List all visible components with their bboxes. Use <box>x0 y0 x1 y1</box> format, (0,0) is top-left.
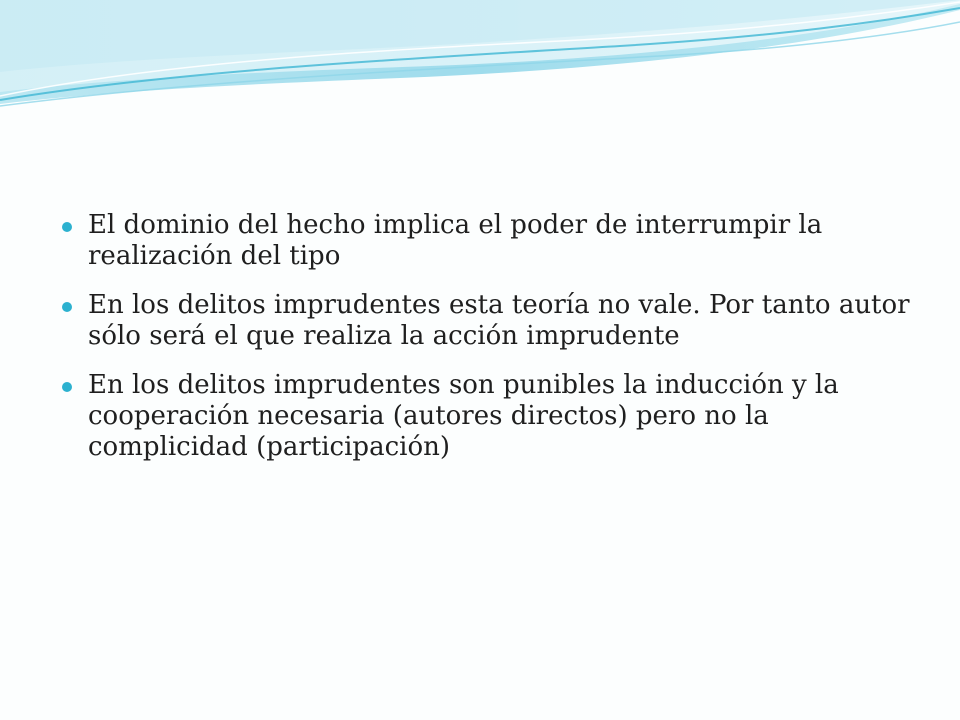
bullet-item <box>62 210 922 272</box>
bullet-item <box>62 370 922 463</box>
bullet-dot-icon <box>62 302 72 312</box>
wave-header-decoration <box>0 0 960 120</box>
bullet-dot-icon <box>62 382 72 392</box>
bullet-list <box>62 210 922 463</box>
bullet-item <box>62 290 922 352</box>
slide-body <box>62 210 922 481</box>
bullet-dot-icon <box>62 222 72 232</box>
bullet-text: El dominio del hecho implica el poder de interrumpir la realización del tipo <box>88 210 823 271</box>
bullet-text: En los delitos imprudentes esta teoría no vale. Por tanto autor sólo será el que realiza la acción imprudente <box>88 290 910 351</box>
bullet-text: En los delitos imprudentes son punibles la inducción y la cooperación necesaria (autores directos) pero no la complicidad (participación) <box>88 370 839 462</box>
